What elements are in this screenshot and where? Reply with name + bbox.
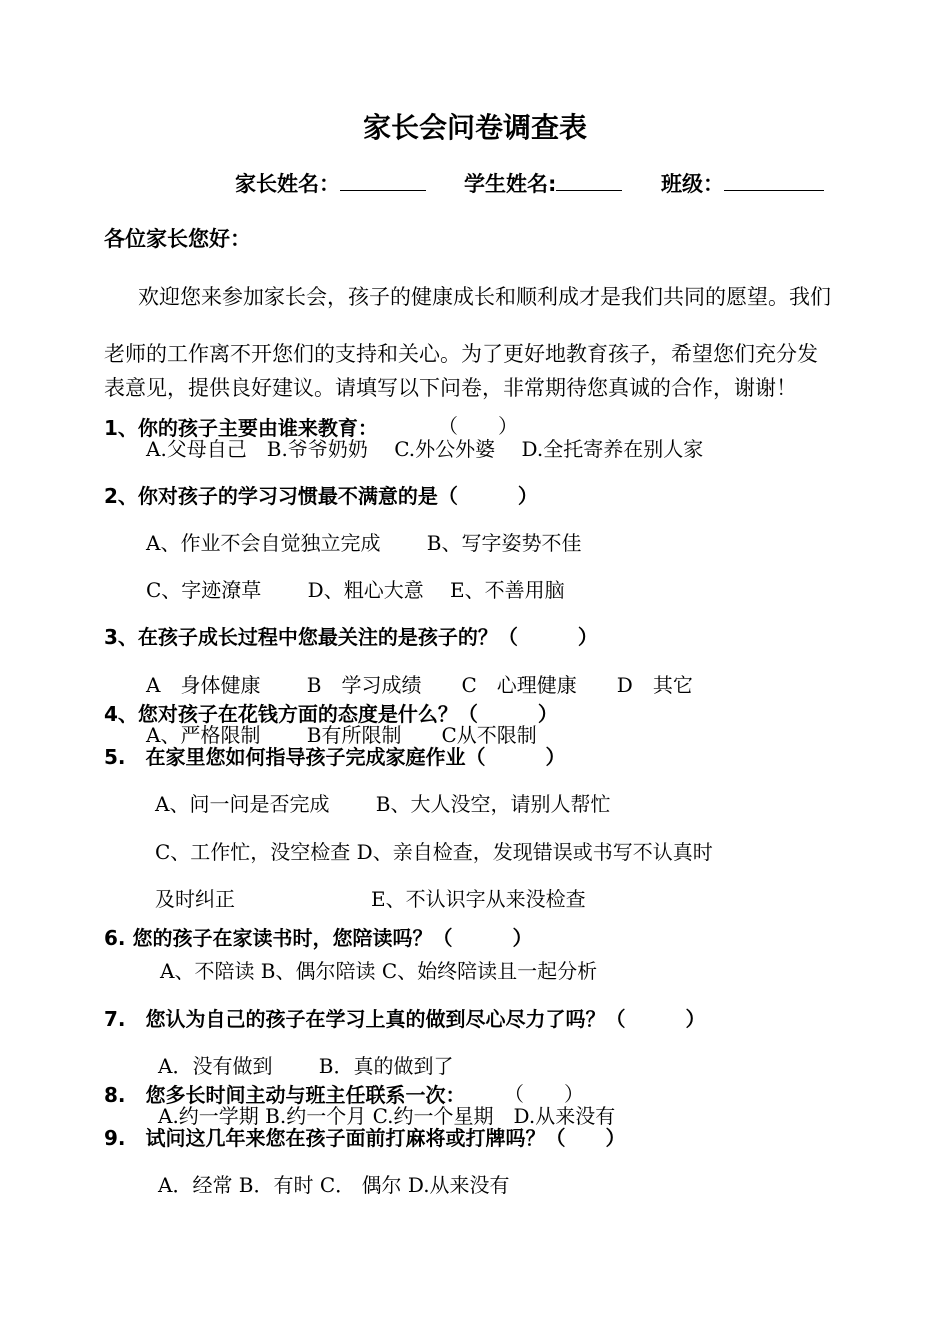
options-5a: A、问一问是否完成 B、大人没空，请别人帮忙 <box>155 792 611 816</box>
options-7: A．没有做到 B．真的做到了 <box>158 1054 454 1078</box>
student-name-label <box>464 170 622 195</box>
question-4: 4、您对孩子在花钱方面的态度是什么？（ ） <box>104 702 558 726</box>
question-2: 2、你对孩子的学习习惯最不满意的是（ ） <box>104 484 538 508</box>
question-6: 6. 您的孩子在家读书时，您陪读吗？（ ） <box>104 926 533 950</box>
question-7: 7. 您认为自己的孩子在学习上真的做到尽心尽力了吗？（ ） <box>104 1007 706 1031</box>
answer-paren-1[interactable]: （ ） <box>438 414 518 438</box>
options-5d: E、不认识字从来没检查 <box>371 887 586 911</box>
options-3: A 身体健康 B 学习成绩 C 心理健康 D 其它 <box>146 673 693 697</box>
options-8: A.约一学期 B.约一个月 C.约一个星期 D.从来没有 <box>158 1104 616 1128</box>
options-2b: C、字迹潦草 D、粗心大意 E、不善用脑 <box>146 578 565 602</box>
parent-name-blank[interactable] <box>340 170 426 191</box>
options-4: A、严格限制 B有所限制 C从不限制 <box>146 723 537 747</box>
greeting: 各位家长您好： <box>104 227 251 251</box>
intro-line-3: 表意见，提供良好建议。请填写以下问卷，非常期待您真诚的合作，谢谢！ <box>104 376 797 400</box>
class-label-text: 班级： <box>661 172 724 196</box>
page-title: 家长会问卷调查表 <box>362 111 587 144</box>
question-1: 1、你的孩子主要由谁来教育： <box>104 416 378 440</box>
options-2a: A、作业不会自觉独立完成 B、写字姿势不佳 <box>146 531 582 555</box>
question-5: 5. 在家里您如何指导孩子完成家庭作业（ ） <box>104 745 566 769</box>
question-8: 8. 您多长时间主动与班主任联系一次： <box>104 1083 466 1107</box>
intro-line-1: 欢迎您来参加家长会，孩子的健康成长和顺利成才是我们共同的愿望。我们 <box>138 285 831 309</box>
intro-line-2: 老师的工作离不开您们的支持和关心。为了更好地教育孩子，希望您们充分发 <box>104 342 818 366</box>
options-6: A、不陪读 B、偶尔陪读 C、始终陪读且一起分析 <box>160 959 598 983</box>
parent-name-label-text: 家长姓名： <box>235 172 340 196</box>
parent-name-label <box>235 170 426 195</box>
class-blank[interactable] <box>724 170 824 191</box>
question-3: 3、在孩子成长过程中您最关注的是孩子的？（ ） <box>104 625 598 649</box>
class-label <box>661 170 824 195</box>
options-5c: 及时纠正 <box>155 887 235 911</box>
options-9: A．经常 B．有时 C． 偶尔 D.从来没有 <box>158 1173 510 1197</box>
student-name-label-text: 学生姓名: <box>464 172 557 196</box>
answer-paren-8[interactable]: （ ） <box>504 1082 584 1106</box>
options-5b: C、工作忙，没空检查 D、亲自检查，发现错误或书写不认真时 <box>155 840 713 864</box>
options-1: A.父母自己 B.爷爷奶奶 C.外公外婆 D.全托寄养在别人家 <box>146 437 704 461</box>
question-9: 9. 试问这几年来您在孩子面前打麻将或打牌吗？（ ） <box>104 1126 626 1150</box>
student-name-blank[interactable] <box>556 170 622 191</box>
